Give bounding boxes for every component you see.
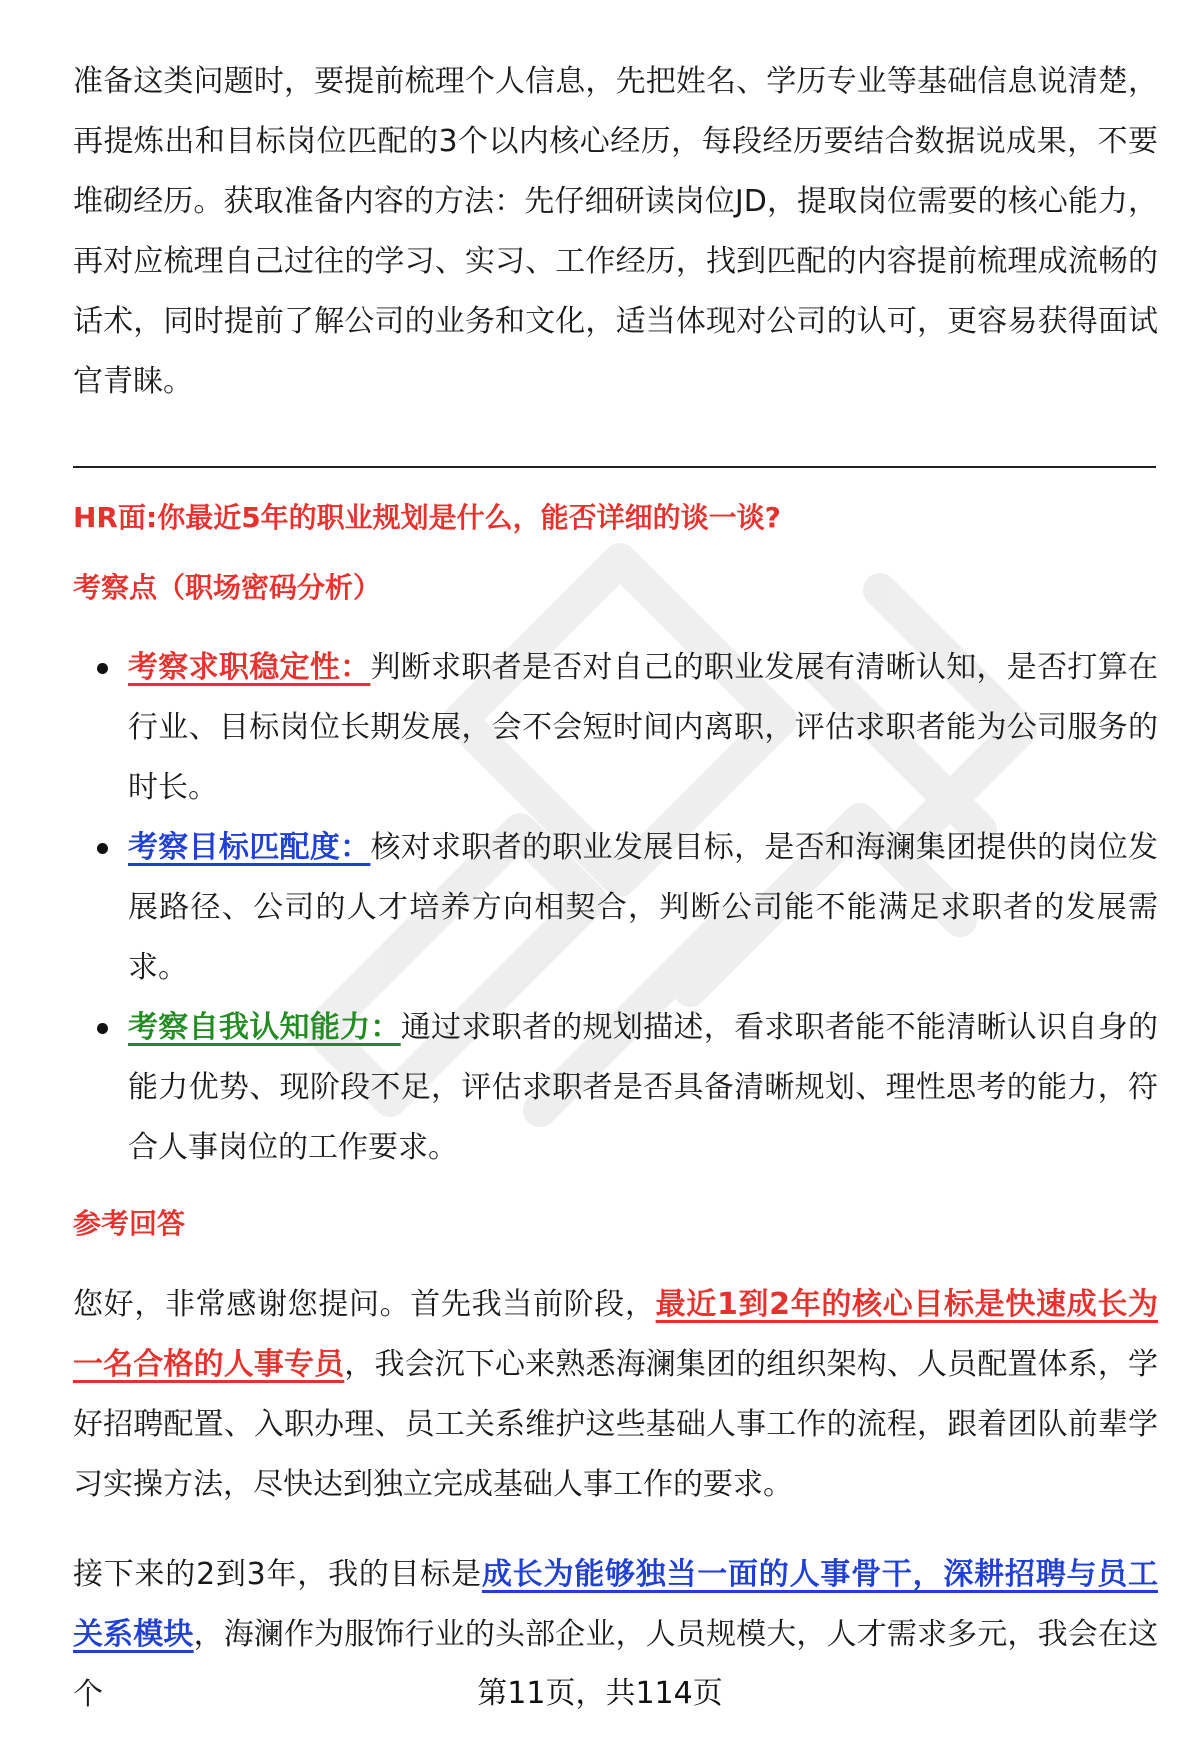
list-item (73, 998, 1158, 1178)
exam-point-label: 考察目标匹配度： (128, 830, 371, 865)
bullet-dot-icon (97, 1023, 108, 1034)
answer-text: 接下来的2到3年，我的目标是 (73, 1557, 482, 1592)
answer-highlight: 成长为能够独当一面的人事骨干，深耕招聘与员工关系模块 (73, 1557, 1158, 1652)
exam-point-text: 通过求职者的规划描述，看求职者能不能清晰认识自身的能力优势、现阶段不足，评估求职者是否具备清晰规划、理性思考的能力，符合人事岗位的工作要求。 (128, 1010, 1159, 1165)
list-item (73, 818, 1158, 998)
page-number: 第11页，共114页 (477, 1676, 723, 1711)
exam-point-text: 核对求职者的职业发展目标，是否和海澜集团提供的岗位发展路径、公司的人才培养方向相契合，判断公司能不能满足求职者的发展需求。 (128, 830, 1159, 985)
exam-point-text: 判断求职者是否对自己的职业发展有清晰认知，是否打算在行业、目标岗位长期发展，会不会短时间内离职，评估求职者能为公司服务的时长。 (128, 650, 1159, 805)
exam-point-label: 考察求职稳定性： (128, 650, 371, 685)
intro-paragraph: 准备这类问题时，要提前梳理个人信息，先把姓名、学历专业等基础信息说清楚，再提炼出和目标岗位匹配的3个以内核心经历，每段经历要结合数据说成果，不要堆砌经历。获取准备内容的方法：先仔细研读岗位JD，提取岗位需要的核心能力，再对应梳理自己过往的学习、实习、工作经历，找到匹配的内容提前梳理成流畅的话术，同时提前了解公司的业务和文化，适当体现对公司的认可，更容易获得面试官青睐。 (73, 64, 1158, 399)
bullet-dot-icon (97, 843, 108, 854)
answer-highlight: 最近1到2年的核心目标是快速成长为一名合格的人事专员 (73, 1287, 1159, 1382)
exam-point-label: 考察自我认知能力： (128, 1010, 401, 1045)
exam-points-list (73, 638, 1158, 1178)
answer-heading: 参考回答 (73, 1207, 186, 1240)
answer-text: ，我会沉下心来熟悉海澜集团的组织架构、人员配置体系，学好招聘配置、入职办理、员工关系维护这些基础人事工作的流程，跟着团队前辈学习实操方法，尽快达到独立完成基础人事工作的要求。 (73, 1347, 1159, 1502)
answer-paragraph-1 (73, 1275, 1158, 1515)
bullet-dot-icon (97, 663, 108, 674)
question-heading: HR面:你最近5年的职业规划是什么，能否详细的谈一谈? (73, 501, 781, 534)
exam-points-heading: 考察点（职场密码分析） (73, 571, 382, 604)
section-divider (73, 466, 1156, 468)
answer-text: 您好，非常感谢您提问。首先我当前阶段， (73, 1287, 656, 1322)
answer-text: ，海澜作为服饰行业的头部企业，人员规模大，人才需求多元，我会在这个 (73, 1617, 1159, 1712)
list-item (73, 638, 1158, 818)
